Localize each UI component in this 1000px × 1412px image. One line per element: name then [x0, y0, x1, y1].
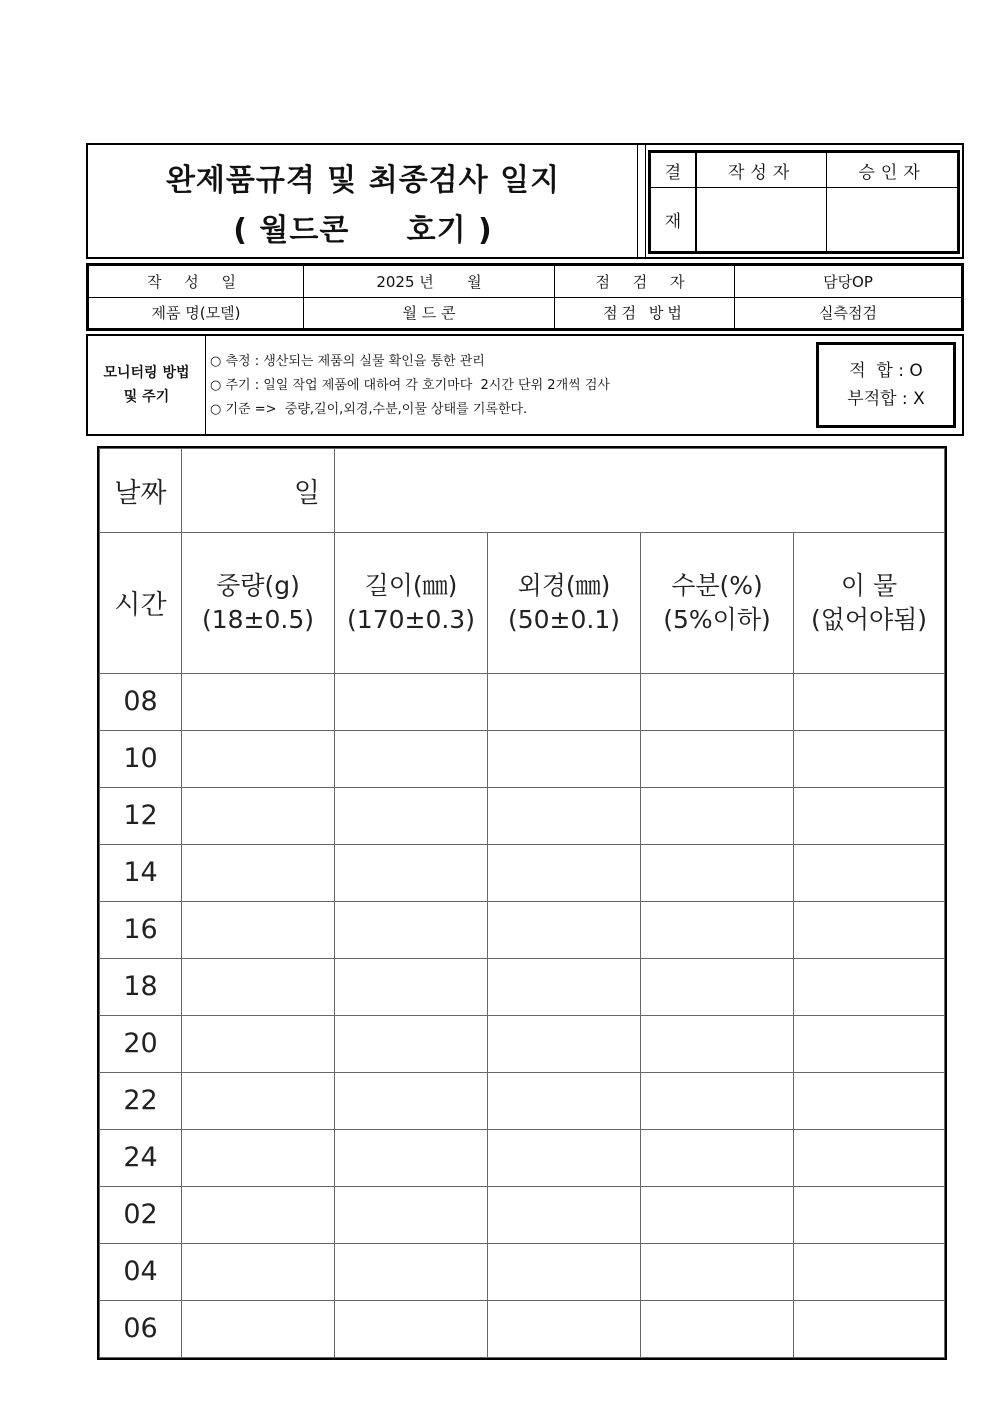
time-cell: 22	[100, 1072, 182, 1129]
date-label: 작 성 일	[89, 266, 304, 298]
grid-day-label[interactable]: 일	[182, 449, 335, 533]
table-row	[100, 901, 945, 958]
column-header-weight	[182, 532, 335, 673]
entry-cell-moisture[interactable]	[641, 1072, 794, 1129]
column-header-foreign	[794, 532, 945, 673]
entry-cell-diameter[interactable]	[488, 901, 641, 958]
time-cell: 16	[100, 901, 182, 958]
entry-cell-moisture[interactable]	[641, 787, 794, 844]
inspection-grid	[97, 446, 947, 1360]
entry-cell-diameter[interactable]	[488, 1300, 641, 1357]
column-name: 길이(㎜)	[364, 570, 458, 600]
entry-cell-moisture[interactable]	[641, 1015, 794, 1072]
judgement-legend	[816, 342, 956, 428]
entry-cell-foreign[interactable]	[794, 1186, 945, 1243]
entry-cell-foreign[interactable]	[794, 1072, 945, 1129]
table-row	[100, 673, 945, 730]
entry-cell-length[interactable]	[335, 901, 488, 958]
column-spec: (없어야됨)	[810, 604, 928, 634]
entry-cell-diameter[interactable]	[488, 958, 641, 1015]
entry-cell-length[interactable]	[335, 844, 488, 901]
entry-cell-length[interactable]	[335, 730, 488, 787]
entry-cell-length[interactable]	[335, 673, 488, 730]
method-label: 점검 방법	[555, 297, 735, 329]
entry-cell-weight[interactable]	[182, 844, 335, 901]
entry-cell-moisture[interactable]	[641, 958, 794, 1015]
entry-cell-moisture[interactable]	[641, 730, 794, 787]
entry-cell-weight[interactable]	[182, 901, 335, 958]
entry-cell-moisture[interactable]	[641, 844, 794, 901]
table-row	[100, 844, 945, 901]
table-row	[100, 1186, 945, 1243]
entry-cell-moisture[interactable]	[641, 1186, 794, 1243]
form-subtitle: ( 월드콘 호기 )	[233, 213, 493, 248]
entry-cell-foreign[interactable]	[794, 673, 945, 730]
approval-box	[648, 150, 960, 254]
time-cell: 12	[100, 787, 182, 844]
column-name: 외경(㎜)	[517, 570, 611, 600]
entry-cell-foreign[interactable]	[794, 787, 945, 844]
monitoring-label-line2: 및 주기	[123, 389, 170, 405]
table-row	[100, 1129, 945, 1186]
table-row	[100, 1243, 945, 1300]
entry-cell-length[interactable]	[335, 1186, 488, 1243]
column-header-diameter	[488, 532, 641, 673]
entry-cell-diameter[interactable]	[488, 1015, 641, 1072]
column-spec: (170±0.3)	[347, 604, 475, 634]
entry-cell-diameter[interactable]	[488, 730, 641, 787]
entry-cell-moisture[interactable]	[641, 1129, 794, 1186]
entry-cell-weight[interactable]	[182, 1186, 335, 1243]
approval-writer-sign[interactable]	[696, 188, 827, 252]
approval-approver-sign[interactable]	[827, 188, 958, 252]
approval-approver-label: 승인자	[827, 153, 958, 188]
entry-cell-moisture[interactable]	[641, 901, 794, 958]
judge-pass: 적 합 : O	[849, 361, 923, 381]
time-cell: 02	[100, 1186, 182, 1243]
entry-cell-weight[interactable]	[182, 673, 335, 730]
entry-cell-diameter[interactable]	[488, 673, 641, 730]
entry-cell-foreign[interactable]	[794, 1129, 945, 1186]
entry-cell-foreign[interactable]	[794, 844, 945, 901]
entry-cell-weight[interactable]	[182, 787, 335, 844]
grid-time-label: 시간	[100, 532, 182, 673]
info-block	[86, 263, 964, 331]
table-row	[100, 1015, 945, 1072]
entry-cell-foreign[interactable]	[794, 901, 945, 958]
monitoring-line: ○ 측정 : 생산되는 제품의 실물 확인을 통한 관리	[210, 354, 485, 369]
monitoring-label	[88, 336, 206, 434]
grid-date-blank[interactable]	[335, 449, 945, 533]
entry-cell-weight[interactable]	[182, 1072, 335, 1129]
monitoring-line: ○ 기준 => 중량,길이,외경,수분,이물 상태를 기록한다.	[210, 402, 528, 417]
entry-cell-moisture[interactable]	[641, 1300, 794, 1357]
method-value[interactable]: 실측점검	[735, 297, 962, 329]
entry-cell-length[interactable]	[335, 1129, 488, 1186]
column-spec: (50±0.1)	[507, 604, 621, 634]
column-header-moisture	[641, 532, 794, 673]
column-name: 이 물	[840, 570, 898, 600]
entry-cell-diameter[interactable]	[488, 1186, 641, 1243]
entry-cell-length[interactable]	[335, 787, 488, 844]
approval-jae: 재	[651, 188, 697, 252]
entry-cell-diameter[interactable]	[488, 1129, 641, 1186]
entry-cell-diameter[interactable]	[488, 1072, 641, 1129]
entry-cell-diameter[interactable]	[488, 787, 641, 844]
form-header	[86, 143, 964, 259]
entry-cell-diameter[interactable]	[488, 844, 641, 901]
product-label: 제품 명(모델)	[89, 297, 304, 329]
product-value[interactable]: 월 드 콘	[304, 297, 555, 329]
table-row	[100, 1300, 945, 1357]
date-row	[100, 449, 945, 533]
header-divider	[642, 145, 646, 257]
monitoring-label-line1: 모니터링 방법	[103, 365, 190, 381]
monitoring-lines	[210, 350, 810, 422]
entry-cell-moisture[interactable]	[641, 1243, 794, 1300]
time-cell: 08	[100, 673, 182, 730]
entry-cell-foreign[interactable]	[794, 958, 945, 1015]
entry-cell-weight[interactable]	[182, 958, 335, 1015]
entry-cell-weight[interactable]	[182, 1243, 335, 1300]
time-cell: 10	[100, 730, 182, 787]
header-row	[100, 532, 945, 673]
entry-cell-length[interactable]	[335, 1243, 488, 1300]
monitoring-block	[86, 334, 964, 436]
approval-gyeol: 결	[651, 153, 697, 188]
judge-fail: 부적합 : X	[847, 389, 925, 409]
column-name: 중량(g)	[216, 570, 300, 600]
column-spec: (5%이하)	[663, 604, 771, 634]
table-row	[100, 730, 945, 787]
date-value[interactable]: 2025 년 월	[304, 266, 555, 298]
entry-cell-foreign[interactable]	[794, 1243, 945, 1300]
table-row	[100, 1072, 945, 1129]
entry-cell-weight[interactable]	[182, 1129, 335, 1186]
entry-cell-weight[interactable]	[182, 730, 335, 787]
entry-cell-weight[interactable]	[182, 1300, 335, 1357]
entry-cell-length[interactable]	[335, 1072, 488, 1129]
monitoring-line: ○ 주기 : 일일 작업 제품에 대하여 각 호기마다 2시간 단위 2개씩 검사	[210, 378, 610, 393]
table-row	[100, 958, 945, 1015]
entry-cell-weight[interactable]	[182, 1015, 335, 1072]
form-title: 완제품규격 및 최종검사 일지	[165, 163, 561, 198]
title-box	[88, 145, 638, 257]
grid-date-label: 날짜	[100, 449, 182, 533]
entry-cell-foreign[interactable]	[794, 1300, 945, 1357]
time-cell: 04	[100, 1243, 182, 1300]
entry-cell-length[interactable]	[335, 1015, 488, 1072]
inspector-value[interactable]: 담당OP	[735, 266, 962, 298]
entry-cell-moisture[interactable]	[641, 673, 794, 730]
time-cell: 20	[100, 1015, 182, 1072]
time-cell: 06	[100, 1300, 182, 1357]
column-name: 수분(%)	[671, 570, 763, 600]
inspector-label: 점 검 자	[555, 266, 735, 298]
column-spec: (18±0.5)	[201, 604, 315, 634]
entry-cell-foreign[interactable]	[794, 1015, 945, 1072]
entry-cell-length[interactable]	[335, 958, 488, 1015]
entry-cell-foreign[interactable]	[794, 730, 945, 787]
approval-writer-label: 작성자	[696, 153, 827, 188]
column-header-length	[335, 532, 488, 673]
time-cell: 24	[100, 1129, 182, 1186]
entry-cell-length[interactable]	[335, 1300, 488, 1357]
entry-cell-diameter[interactable]	[488, 1243, 641, 1300]
table-row	[100, 787, 945, 844]
time-cell: 14	[100, 844, 182, 901]
time-cell: 18	[100, 958, 182, 1015]
